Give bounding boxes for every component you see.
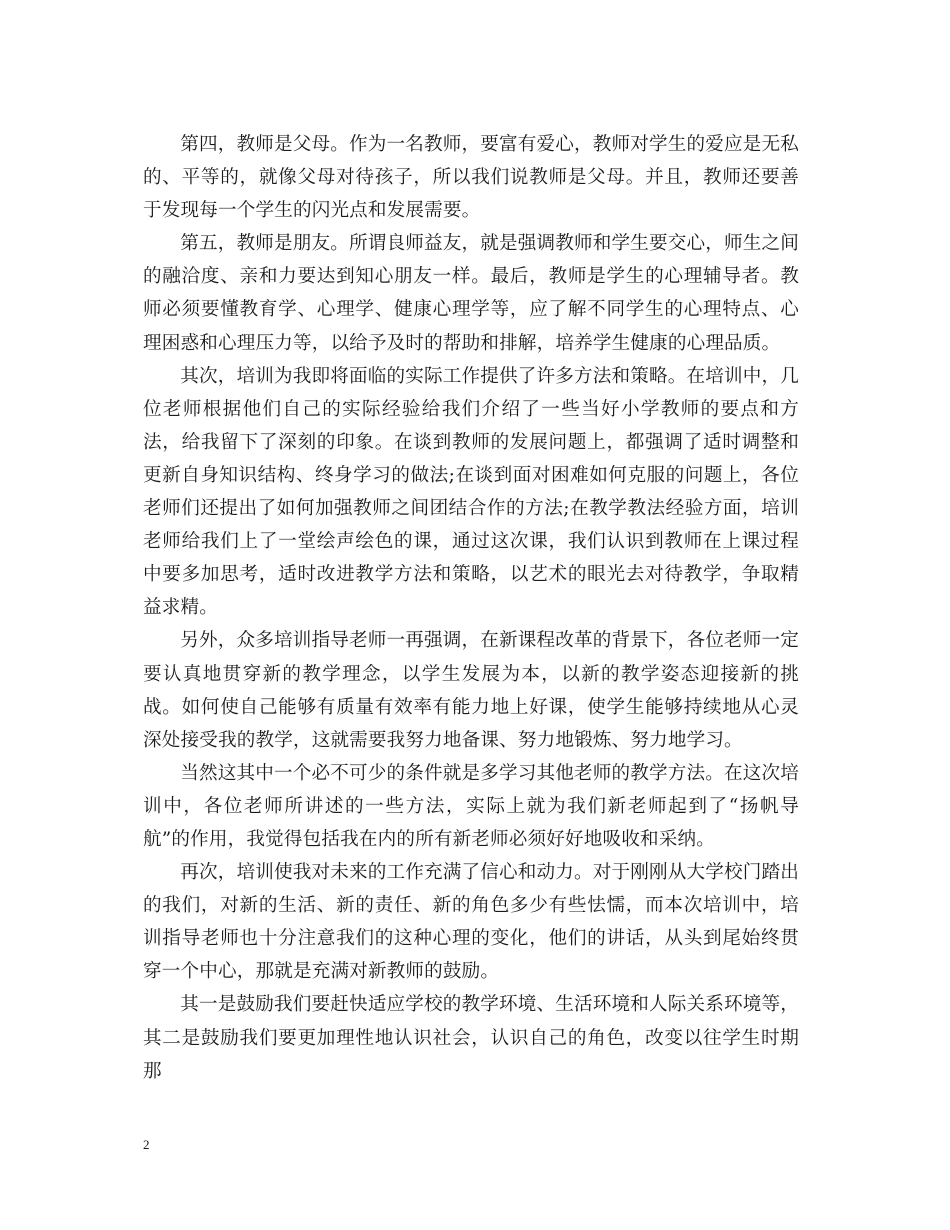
page-number: 2: [143, 1137, 150, 1152]
paragraph: 其次，培训为我即将面临的实际工作提供了许多方法和策略。在培训中，几位老师根据他们自己的实际经验给我们介绍了一些当好小学教师的要点和方法，给我留下了深刻的印象。在谈到教师的发展问题上，都强调了适时调整和更新自身知识结构、终身学习的做法;在谈到面对困难如何克服的问题上，各位老师们还提出了如何加强教师之间团结合作的方法;在教学教法经验方面，培训老师给我们上了一堂绘声绘色的课，通过这次课，我们认识到教师在上课过程中要多加思考，适时改进教学方法和策略，以艺术的眼光去对待教学，争取精益求精。: [143, 365, 799, 619]
paragraph: 再次，培训使我对未来的工作充满了信心和动力。对于刚刚从大学校门踏出的我们，对新的生活、新的责任、新的角色多少有些怯懦，而本次培训中，培训指导老师也十分注意我们的这种心理的变化，他们的讲话，从头到尾始终贯穿一个中心，那就是充满对新教师的鼓励。: [143, 862, 799, 983]
paragraph: 另外，众多培训指导老师一再强调，在新课程改革的背景下，各位老师一定要认真地贯穿新的教学理念，以学生发展为本，以新的教学姿态迎接新的挑战。如何使自己能够有质量有效率有能力地上好课，使学生能够持续地从心灵深处接受我的教学，这就需要我努力地备课、努力地锻炼、努力地学习。: [143, 630, 799, 751]
document-body: [143, 128, 799, 1088]
paragraph: 其一是鼓励我们要赶快适应学校的教学环境、生活环境和人际关系环境等，其二是鼓励我们要更加理性地认识社会，认识自己的角色，改变以往学生时期那: [143, 994, 799, 1082]
paragraph: 第五，教师是朋友。所谓良师益友，就是强调教师和学生要交心，师生之间的融洽度、亲和力要达到知心朋友一样。最后，教师是学生的心理辅导者。教师必须要懂教育学、心理学、健康心理学等，应了解不同学生的心理特点、心理困惑和心理压力等，以给予及时的帮助和排解，培养学生健康的心理品质。: [143, 233, 799, 354]
paragraph: 第四，教师是父母。作为一名教师，要富有爱心，教师对学生的爱应是无私的、平等的，就像父母对待孩子，所以我们说教师是父母。并且，教师还要善于发现每一个学生的闪光点和发展需要。: [143, 134, 799, 222]
paragraph: 当然这其中一个必不可少的条件就是多学习其他老师的教学方法。在这次培训中，各位老师所讲述的一些方法，实际上就为我们新老师起到了“扬帆导航”的作用，我觉得包括我在内的所有新老师必须好好地吸收和采纳。: [143, 762, 799, 850]
